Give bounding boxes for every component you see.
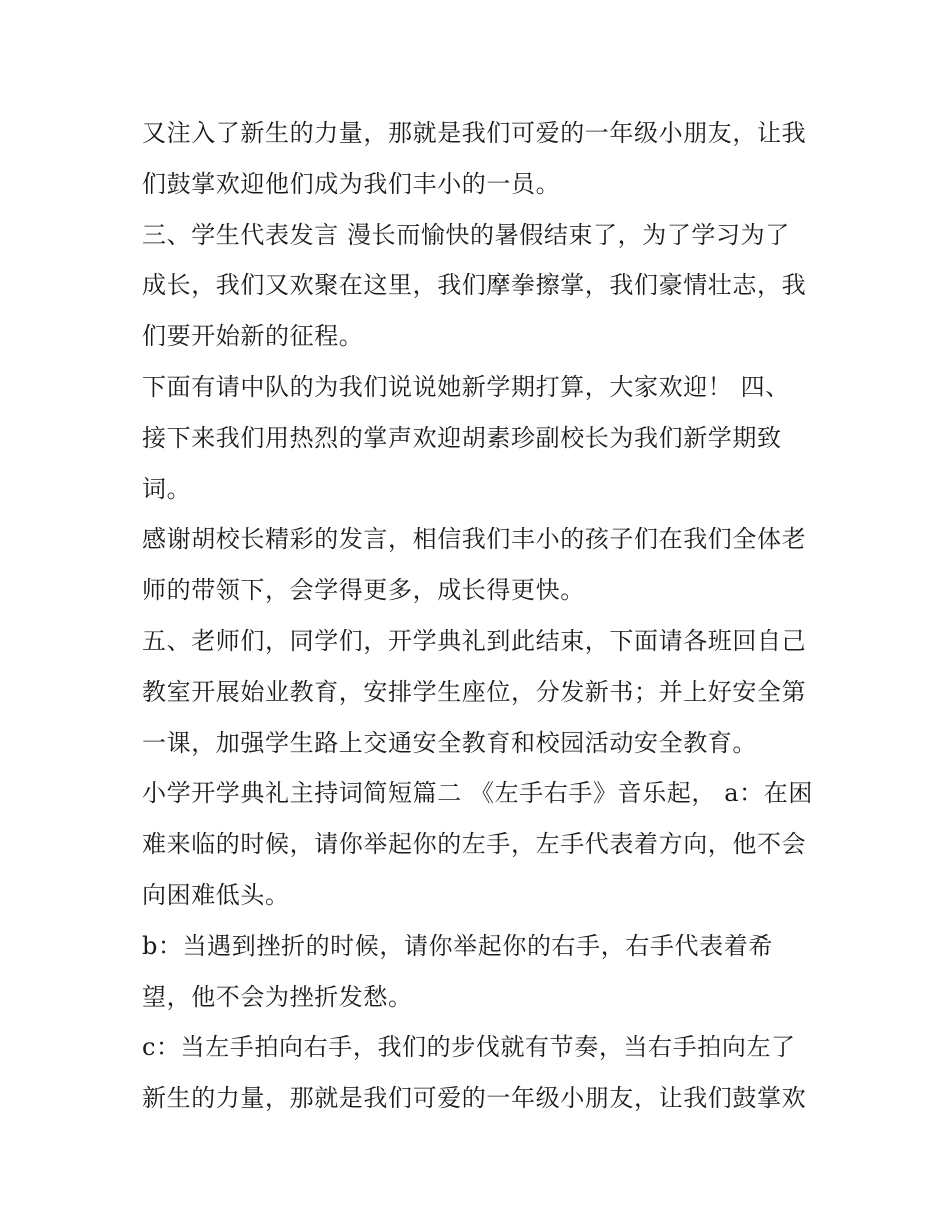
- text-line: b：当遇到挫折的时候，请你举起你的右手，右手代表着希: [142, 931, 773, 960]
- text-line: 接下来我们用热烈的掌声欢迎胡素珍副校长为我们新学期致: [142, 423, 782, 452]
- text-line: 又注入了新生的力量，那就是我们可爱的一年级小朋友，让我: [142, 119, 807, 147]
- text-line: 难来临的时候，请你举起你的左手，左手代表着方向，他不会: [142, 830, 807, 859]
- text-line: 一课，加强学生路上交通安全教育和校园活动安全教育。: [142, 728, 757, 757]
- text-line: 五、老师们，同学们，开学典礼到此结束，下面请各班回自己: [142, 626, 807, 655]
- text-line: 们鼓掌欢迎他们成为我们丰小的一员。: [142, 169, 561, 198]
- text-line: 下面有请中队的为我们说说她新学期打算，大家欢迎！ 四、: [142, 372, 790, 401]
- text-line: 师的带领下，会学得更多，成长得更快。: [142, 576, 585, 605]
- body-text: [142, 108, 822, 1124]
- text-line: 成长，我们又欢聚在这里，我们摩拳擦掌，我们豪情壮志，我: [142, 271, 807, 300]
- text-line: 词。: [142, 474, 192, 503]
- text-line: 望，他不会为挫折发愁。: [142, 982, 413, 1011]
- text-line: 向困难低头。: [142, 880, 290, 909]
- text-line: 教室开展始业教育，安排学生座位，分发新书；并上好安全第: [142, 677, 807, 706]
- text-line: 三、学生代表发言 漫长而愉快的暑假结束了，为了学习为了: [142, 220, 790, 249]
- text-line: c：当左手拍向右手，我们的步伐就有节奏，当右手拍向左了: [142, 1033, 796, 1062]
- text-line: 小学开学典礼主持词简短篇二 《左手右手》音乐起， a：在困: [142, 779, 813, 808]
- text-line: 们要开始新的征程。: [142, 322, 364, 351]
- text-line: 感谢胡校长精彩的发言，相信我们丰小的孩子们在我们全体老: [142, 525, 807, 554]
- text-line: 新生的力量，那就是我们可爱的一年级小朋友，让我们鼓掌欢: [142, 1084, 807, 1113]
